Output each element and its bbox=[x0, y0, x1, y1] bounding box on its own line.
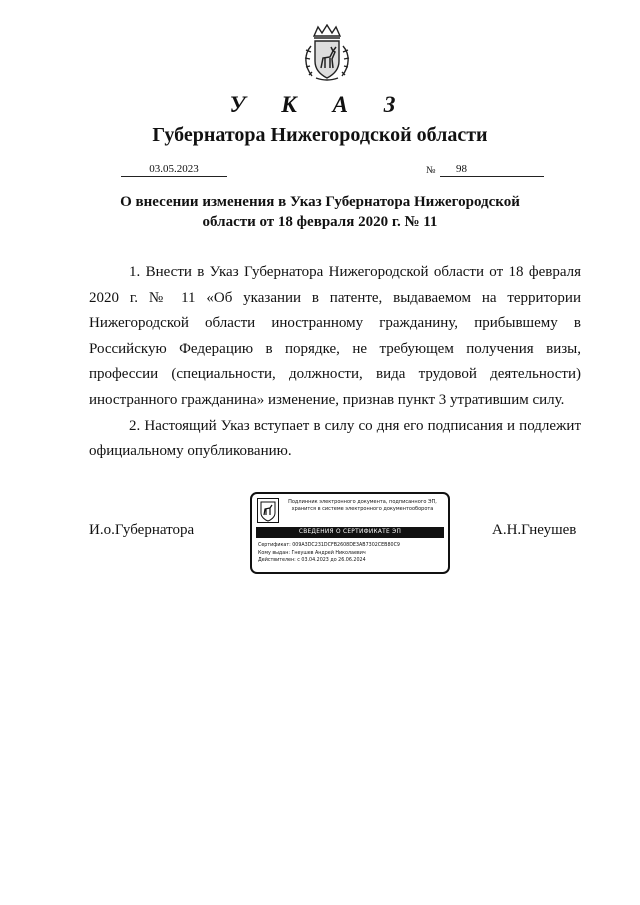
document-body bbox=[89, 260, 581, 465]
paragraph-1: 1. Внести в Указ Губернатора Нижегородской области от 18 февраля 2020 г. № 11 «Об указании в патенте, выдаваемом на территории Нижегородской области иностранному гражданину, прибывшему в Российскую Федерацию в порядке, не требующем получения визы, профессии (специальности, должности, вида трудовой деятельности) иностранного гражданина» изменение, признав пункт 3 утратившим силу. bbox=[89, 264, 581, 408]
stamp-line-2: хранится в системе электронного документооборота bbox=[291, 506, 434, 512]
stamp-details bbox=[258, 542, 400, 565]
number-label: № bbox=[426, 165, 436, 176]
issuer-title: Губернатора Нижегородской области bbox=[152, 124, 488, 146]
stamp-validity: Действителен: с 03.04.2023 до 26.06.2024 bbox=[258, 558, 366, 563]
document-type-title: У К А З bbox=[229, 92, 411, 117]
document-number-line bbox=[440, 163, 544, 177]
stamp-owner: Кому выдан: Гнеушев Андрей Николаевич bbox=[258, 550, 366, 556]
document-date: 03.05.2023 bbox=[121, 163, 227, 177]
stamp-bar: СВЕДЕНИЯ О СЕРТИФИКАТЕ ЭП bbox=[256, 527, 444, 538]
document-number: 98 bbox=[456, 163, 467, 175]
coat-of-arms-icon bbox=[257, 498, 279, 523]
signer-name: А.Н.Гнеушев bbox=[492, 522, 577, 538]
coat-of-arms-icon bbox=[300, 24, 354, 82]
electronic-signature-stamp bbox=[250, 492, 450, 574]
heading-line-2: области от 18 февраля 2020 г. № 11 bbox=[202, 214, 438, 230]
paragraph-2: 2. Настоящий Указ вступает в силу со дня его подписания и подлежит официальному опубликованию. bbox=[89, 417, 581, 460]
stamp-line-1: Подлинник электронного документа, подписанного ЭП, bbox=[288, 499, 437, 505]
signer-position: И.о.Губернатора bbox=[89, 522, 195, 538]
stamp-header bbox=[281, 499, 444, 513]
document-heading bbox=[100, 192, 540, 232]
heading-line-1: О внесении изменения в Указ Губернатора Нижегородской bbox=[120, 194, 520, 210]
stamp-certificate: Сертификат: 009A3DC231DCFB2608DE3AB7302CEB80C9 bbox=[258, 543, 400, 548]
